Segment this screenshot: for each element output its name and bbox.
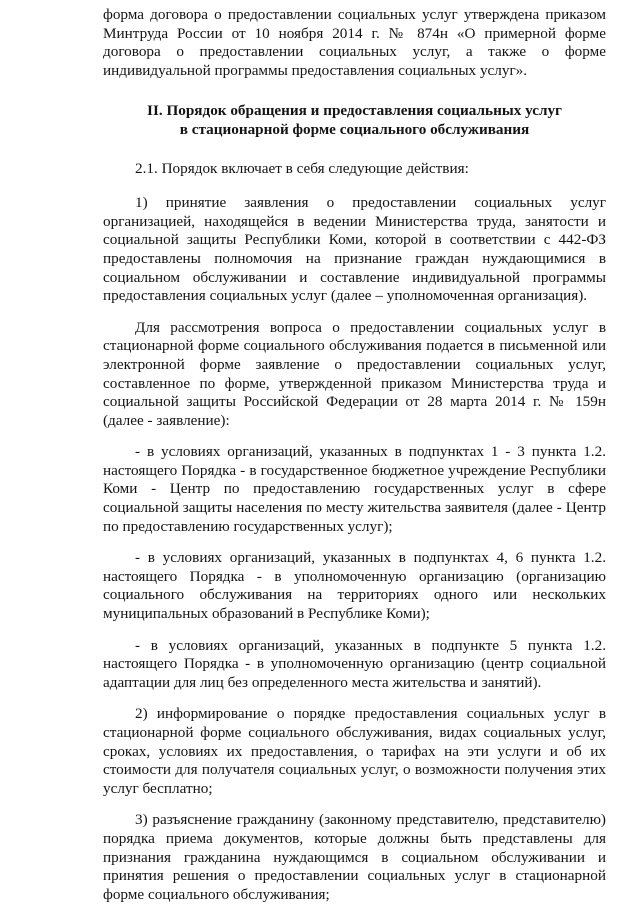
paragraph-item-2: 2) информирование о порядке предоставления социальных услуг в стационарной форме социального обслуживания, видах социальных услуг, сроках, условиях их предоставления, о тарифах на эти услуги и об их стоимости для получателя социальных услуг, о возможности получения этих услуг бесплатно; (103, 705, 606, 797)
paragraph-condition-4-6: - в условиях организаций, указанных в подпунктах 4, 6 пункта 1.2. настоящего Порядка - в уполномоченную организацию (организацию социального обслуживания на территориях одного или нескольких муниципальных образований в Республике Коми); (103, 549, 606, 623)
section-heading-line-2: в стационарной форме социального обслуживания (179, 120, 530, 138)
paragraph-application: Для рассмотрения вопроса о предоставлении социальных услуг в стационарной форме социального обслуживания подается в письменной или электронной форме заявление о предоставлении социальных услуг, составленное по форме, утвержденной приказом Министерства труда и социальной защиты Российской Федерации от 28 марта 2014 г. № 159н (далее - заявление): (103, 318, 606, 429)
paragraph-2-1: 2.1. Порядок включает в себя следующие действия: (135, 159, 469, 177)
intro-paragraph: форма договора о предоставлении социальных услуг утверждена приказом Минтруда России от 10 ноября 2014 г. № 874н «О примерной форме договора о предоставлении социальных услуг, а также о форме индивидуальной программы предоставления социальных услуг». (103, 6, 606, 79)
document-page (103, 6, 606, 904)
section-heading-line-1: II. Порядок обращения и предоставления социальных услуг (147, 102, 562, 120)
section-heading (103, 102, 606, 139)
paragraph-item-3: 3) разъяснение гражданину (законному представителю, представителю) порядка приема документов, которые должны быть представлены для признания гражданина нуждающимся в социальном обслуживании и принятия решения о предоставлении социальных услуг в стационарной форме социального обслуживания; (103, 811, 606, 903)
paragraph-condition-5: - в условиях организаций, указанных в подпункте 5 пункта 1.2. настоящего Порядка - в уполномоченную организацию (центр социальной адаптации для лиц без определенного места жительства и занятий). (103, 636, 606, 691)
paragraph-item-1: 1) принятие заявления о предоставлении социальных услуг организацией, находящейся в ведении Министерства труда, занятости и социальной защиты Республики Коми, которой в соответствии с 442-ФЗ предоставлены полномочия на признание граждан нуждающимися в социальном обслуживании и составление индивидуальной программы предоставления социальных услуг (далее – уполномоченная организация). (103, 194, 606, 305)
paragraph-condition-1-3: - в условиях организаций, указанных в подпунктах 1 - 3 пункта 1.2. настоящего Порядка - в государственное бюджетное учреждение Республики Коми - Центр по предоставлению государственных услуг в сфере социальной защиты населения по месту жительства заявителя (далее - Центр по предоставлению государственных услуг); (103, 443, 606, 535)
